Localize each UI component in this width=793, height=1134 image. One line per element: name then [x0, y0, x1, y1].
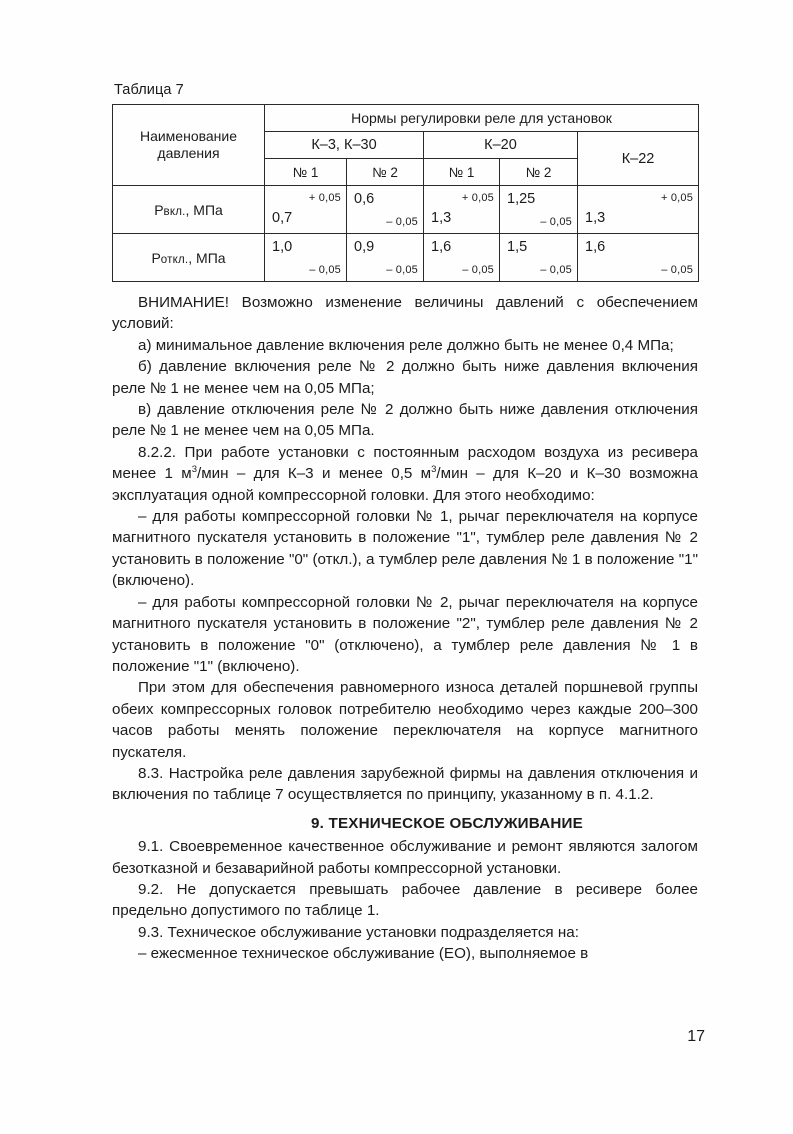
row-label-p-otkl — [113, 234, 265, 282]
paragraph-condition-a: а) минимальное давление включения реле должно быть не менее 0,4 МПа; — [138, 336, 674, 354]
cell-tolerance: – 0,05 — [540, 264, 572, 276]
cell-tolerance: – 0,05 — [661, 264, 694, 276]
cell-value — [347, 186, 424, 234]
paragraph-condition-v: в) давление отключения реле № 2 должно быть ниже давления отключения реле № 1 не менее чем на 0,05 МПа. — [112, 401, 698, 440]
page-number: 17 — [687, 1028, 705, 1045]
row-label-main: Р — [151, 249, 161, 266]
body-text — [112, 292, 698, 965]
header-sub-k3-no2: № 2 — [347, 159, 424, 186]
cell-nominal: 1,3 — [585, 210, 606, 226]
cell-value — [578, 186, 699, 234]
row-label-sub: вкл. — [163, 205, 186, 218]
header-norms-span: Нормы регулировки реле для установок — [265, 105, 699, 132]
cell-nominal: 1,3 — [431, 210, 452, 226]
cell-nominal: 1,25 — [507, 191, 536, 207]
cell-value — [500, 186, 578, 234]
cell-nominal: 0,7 — [272, 210, 293, 226]
paragraph-9-1: 9.1. Своевременное качественное обслуживание и ремонт являются залогом безотказной и безаварийной работы компрессорной установки. — [112, 838, 698, 877]
cell-value — [424, 234, 500, 282]
relay-norms-table — [112, 104, 699, 282]
paragraph-8-2-2-part3: /мин – для К–20 и К–30 возможна эксплуатация одной компрессорной головки. Для этого необходимо: — [112, 465, 698, 504]
cell-tolerance: – 0,05 — [386, 216, 418, 228]
cell-value — [265, 186, 347, 234]
header-pressure-name — [113, 105, 265, 186]
section-heading-9: 9. ТЕХНИЧЕСКОЕ ОБСЛУЖИВАНИЕ — [311, 814, 583, 832]
row-label-main: Р — [154, 201, 164, 218]
header-sub-k20-no1: № 1 — [424, 159, 500, 186]
table-caption: Таблица 7 — [114, 82, 184, 98]
cell-tolerance: + 0,05 — [308, 192, 341, 204]
cell-nominal: 1,5 — [507, 239, 528, 255]
paragraph-8-2-2 — [112, 442, 698, 506]
cell-nominal: 1,6 — [585, 239, 606, 255]
header-group-k22: К–22 — [578, 132, 699, 186]
paragraph-eo: – ежесменное техническое обслуживание (ЕО), выполняемое в — [138, 945, 589, 963]
cell-value — [424, 186, 500, 234]
row-label-sub: откл. — [160, 253, 189, 266]
page-content — [112, 82, 698, 965]
cubic-meter-exponent: 3 — [191, 464, 197, 476]
cell-value — [265, 234, 347, 282]
cubic-meter-exponent: 3 — [431, 464, 437, 476]
paragraph-head-2: – для работы компрессорной головки № 2, рычаг переключателя на корпусе магнитного пускателя установить в положение "2", тумблер реле давления № 2 установить в положение "0" (отключено), а тумблер реле давления № 1 в положение "1" (включено). — [112, 593, 698, 675]
header-sub-k20-no2: № 2 — [500, 159, 578, 186]
paragraph-wear: При этом для обеспечения равномерного износа деталей поршневой группы обеих компрессорных головок потребителю необходимо через каждые 200–300 часов работы менять положение переключателя на корпусе магнитного пускателя. — [112, 679, 698, 761]
cell-nominal: 1,0 — [272, 239, 293, 255]
paragraph-attention: ВНИМАНИЕ! Возможно изменение величины давлений с обеспечением условий: — [112, 294, 698, 333]
table-row — [113, 186, 699, 234]
cell-value — [500, 234, 578, 282]
header-pressure-name-line2: давления — [157, 145, 220, 161]
cell-value — [578, 234, 699, 282]
table-header-row-1 — [113, 105, 699, 132]
cell-tolerance: + 0,05 — [660, 192, 694, 204]
cell-tolerance: – 0,05 — [309, 264, 341, 276]
paragraph-condition-b: б) давление включения реле № 2 должно быть ниже давления включения реле № 1 не менее чем на 0,05 МПа; — [112, 358, 698, 397]
header-pressure-name-line1: Наименование — [139, 128, 238, 144]
row-label-p-vkl — [113, 186, 265, 234]
paragraph-8-2-2-part1: 8.2.2. При работе установки с постоянным расходом воздуха из ресивера менее 1 м — [112, 443, 698, 483]
row-label-unit: , МПа — [188, 249, 226, 266]
cell-tolerance: + 0,05 — [461, 192, 494, 204]
paragraph-head-1: – для работы компрессорной головки № 1, рычаг переключателя на корпусе магнитного пускателя установить в положение "1", тумблер реле давления № 2 установить в положение "0" (откл.), а тумблер реле давления № 1 в положение "1" (включено). — [112, 508, 698, 590]
table-header — [113, 105, 699, 186]
header-sub-k3-no1: № 1 — [265, 159, 347, 186]
paragraph-8-2-2-part2: /мин – для К–3 и менее 0,5 м — [197, 465, 432, 483]
paragraph-8-3: 8.3. Настройка реле давления зарубежной фирмы на давления отключения и включения по таблице 7 осуществляется по принципу, указанному в п. 4.1.2. — [112, 764, 698, 804]
table-body — [113, 186, 699, 282]
cell-nominal: 0,6 — [354, 191, 375, 207]
table-row — [113, 234, 699, 282]
cell-tolerance: – 0,05 — [386, 264, 418, 276]
paragraph-9-2: 9.2. Не допускается превышать рабочее давление в ресивере более предельно допустимого по таблице 1. — [112, 880, 698, 920]
header-group-k20: К–20 — [424, 132, 578, 159]
cell-nominal: 0,9 — [354, 239, 375, 255]
cell-tolerance: – 0,05 — [540, 216, 572, 228]
cell-nominal: 1,6 — [431, 239, 452, 255]
row-label-unit: , МПа — [185, 201, 223, 218]
cell-tolerance: – 0,05 — [462, 264, 494, 276]
paragraph-9-3: 9.3. Техническое обслуживание установки подразделяется на: — [138, 923, 579, 941]
cell-value — [347, 234, 424, 282]
header-group-k3-k30: К–3, К–30 — [265, 132, 424, 159]
